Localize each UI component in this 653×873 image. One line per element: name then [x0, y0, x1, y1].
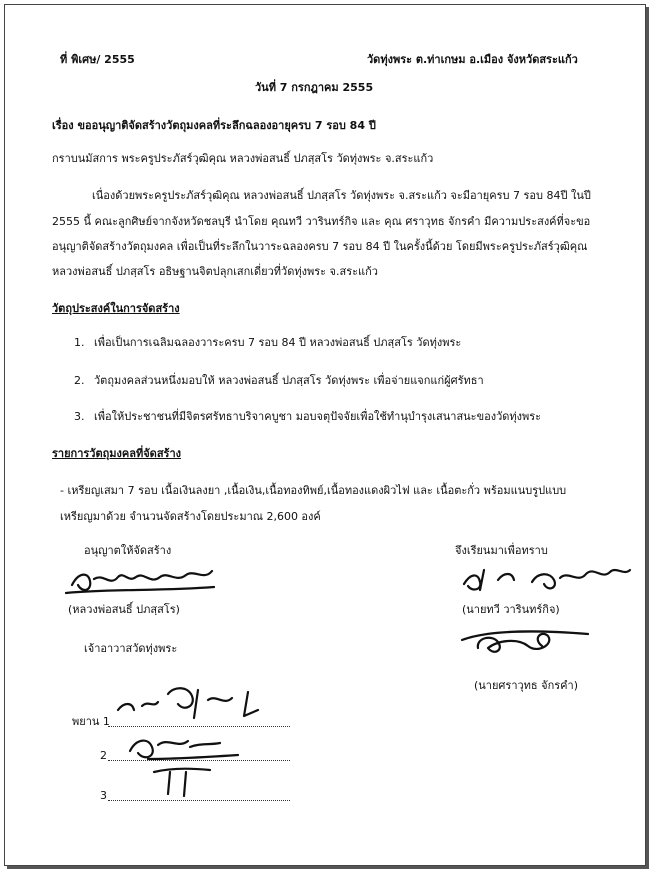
witness-label-1: พยาน 1: [72, 715, 110, 728]
right-signatory-name-2: (นายศราวุทธ จักรคำ): [474, 679, 578, 692]
handwritten-signature-witness-1: [108, 680, 288, 725]
document-date: วันที่ 7 กรกฎาคม 2555: [255, 81, 374, 94]
objective-number: 1.: [74, 336, 85, 349]
right-signatory-name-1: (นายทวี วารินทร์กิจ): [462, 603, 560, 616]
left-signature-heading: อนุญาตให้จัดสร้าง: [84, 544, 172, 557]
witness-label-2: 2: [100, 749, 107, 762]
witness-line-3: [108, 800, 290, 801]
objective-number: 2.: [74, 374, 85, 387]
objective-text: วัตถุมงคลส่วนหนึ่งมอบให้ หลวงพ่อสนธิ์ ปภสฺสโร วัดทุ่งพระ เพื่อจ่ายแจกแก่ผู้ศรัทธา: [94, 374, 484, 387]
handwritten-signature-witness-2: [118, 725, 258, 765]
handwritten-signature-witness-3: [140, 760, 260, 800]
salutation-line: กราบนมัสการ พระครูประภัสร์วุฒิคุณ หลวงพ่อสนธิ์ ปภสฺสโร วัดทุ่งพระ จ.สระแก้ว: [52, 152, 434, 165]
handwritten-signature-abbot: [64, 563, 224, 603]
left-signatory-name: (หลวงพ่อสนธิ์ ปภสฺสโร): [68, 603, 180, 616]
objective-text: เพื่อเป็นการเฉลิมฉลองวาระครบ 7 รอบ 84 ปี หลวงพ่อสนธิ์ ปภสฺสโร วัดทุ่งพระ: [94, 336, 462, 349]
items-heading: รายการวัตถุมงคลที่จัดสร้าง: [52, 447, 181, 460]
handwritten-signature-sarawut: [458, 620, 618, 660]
objectives-heading: วัตถุประสงค์ในการจัดสร้าง: [52, 302, 180, 315]
handwritten-signature-thawi: [458, 560, 638, 600]
subject-line: เรื่อง ขออนุญาติจัดสร้างวัตถุมงคลที่ระลึกฉลองอายุครบ 7 รอบ 84 ปี: [52, 119, 376, 132]
body-line: 2555 นี้ คณะลูกศิษย์จากจังหวัดชลบุรี นำโดย คุณทวี วารินทร์กิจ และ คุณ ศราวุทธ จักรคำ มีความประสงค์ที่จะขอ: [52, 215, 591, 228]
document-page: [4, 4, 646, 866]
reference-number: ที่ พิเศษ/ 2555: [60, 53, 135, 66]
items-line: เหรียญมาด้วย จำนวนจัดสร้างโดยประมาณ 2,600 องค์: [60, 510, 321, 523]
body-line: เนื่องด้วยพระครูประภัสร์วุฒิคุณ หลวงพ่อสนธิ์ ปภสฺสโร วัดทุ่งพระ จ.สระแก้ว จะมีอายุครบ 7 รอบ 84ปี ในปี: [92, 189, 591, 202]
witness-label-3: 3: [100, 789, 107, 802]
body-line: อนุญาติจัดสร้างวัตถุมงคล เพื่อเป็นที่ระลึกในวาระฉลองครบ 7 รอบ 84 ปี ในครั้งนี้ด้วย โดยมีพระครูประภัสร์วุฒิคุณ: [52, 240, 588, 253]
temple-address: วัดทุ่งพระ ต.ท่าเกษม อ.เมือง จังหวัดสระแก้ว: [367, 53, 578, 66]
right-signature-heading: จึงเรียนมาเพื่อทราบ: [455, 544, 548, 557]
objective-number: 3.: [74, 410, 85, 423]
objective-text: เพื่อให้ประชาชนที่มีจิตรศรัทธาบริจาคบูชา มอบจตุปัจจัยเพื่อใช้ทำนุบำรุงเสนาสนะของวัดทุ่งพระ: [94, 410, 542, 423]
left-signatory-role: เจ้าอาวาสวัดทุ่งพระ: [84, 642, 178, 655]
body-line: หลวงพ่อสนธิ์ ปภสฺสโร อธิษฐานจิตปลุกเสกเดี่ยวที่วัดทุ่งพระ จ.สระแก้ว: [52, 265, 378, 278]
items-line: - เหรียญเสมา 7 รอบ เนื้อเงินลงยา ,เนื้อเงิน,เนื้อทองทิพย์,เนื้อทองแดงผิวไฟ และ เนื้อตะกั่ว พร้อมแนบรูปแบบ: [60, 484, 567, 497]
